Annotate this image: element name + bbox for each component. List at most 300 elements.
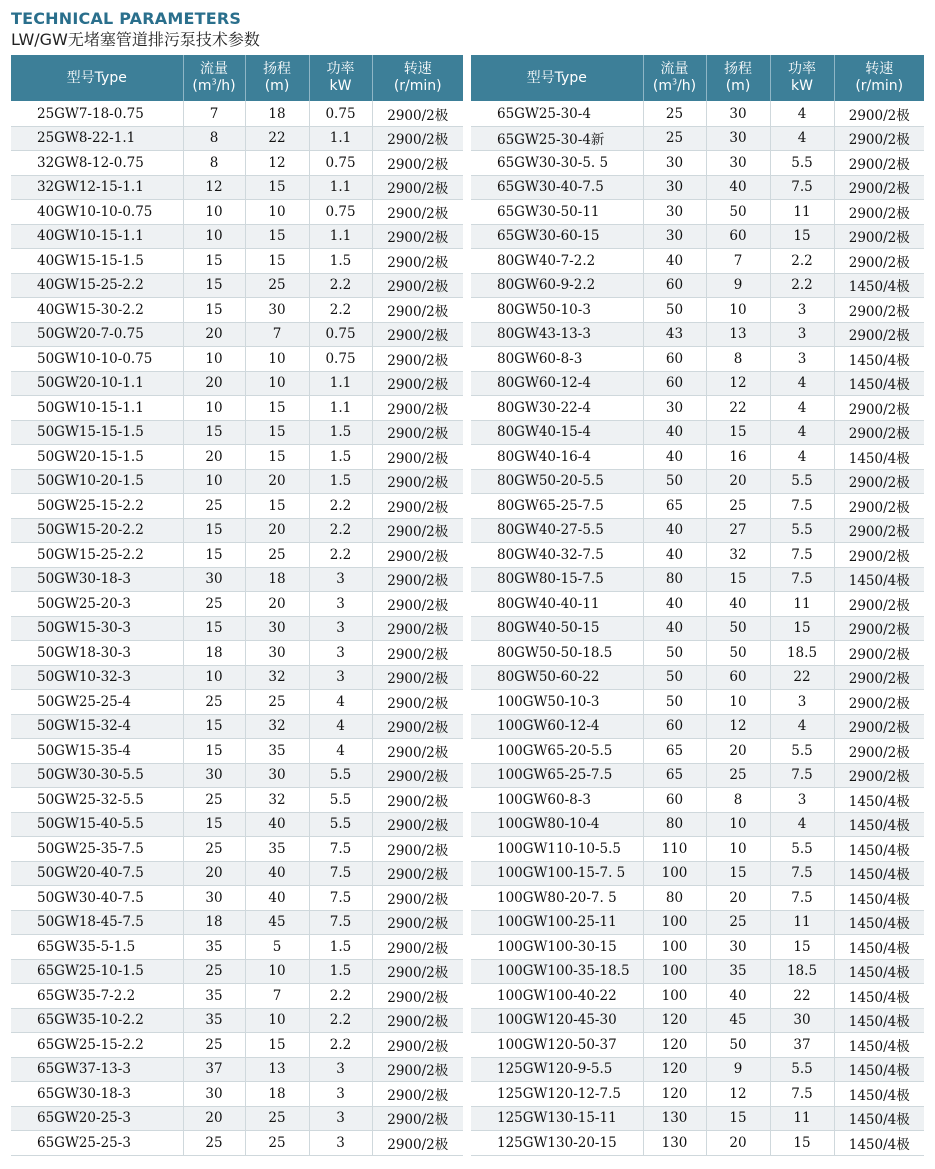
flow-cell: 10 [183,469,245,494]
speed-cell: 2900/2极 [372,518,463,543]
power-cell: 4 [770,812,834,837]
head-cell: 40 [245,861,309,886]
table-row [471,200,924,225]
head-cell: 18 [245,101,309,126]
power-cell: 5.5 [770,151,834,176]
model-cell: 50GW20-40-7.5 [11,861,183,886]
head-cell: 7 [245,322,309,347]
head-cell: 20 [706,469,770,494]
speed-cell: 2900/2极 [834,151,924,176]
power-cell: 4 [309,739,372,764]
flow-cell: 60 [643,273,706,298]
flow-cell: 30 [183,567,245,592]
flow-cell: 120 [643,1008,706,1033]
model-cell: 125GW120-9-5.5 [471,1057,643,1082]
flow-cell: 10 [183,224,245,249]
power-cell: 7.5 [309,910,372,935]
power-cell: 3 [309,1082,372,1107]
flow-cell: 10 [183,200,245,225]
model-cell: 65GW37-13-3 [11,1057,183,1082]
speed-cell: 1450/4极 [834,861,924,886]
table-row [11,788,463,813]
model-cell: 80GW40-27-5.5 [471,518,643,543]
speed-cell: 2900/2极 [372,101,463,126]
power-cell: 3 [309,641,372,666]
model-cell: 100GW80-20-7. 5 [471,886,643,911]
speed-cell: 1450/4极 [834,1082,924,1107]
power-cell: 5.5 [770,837,834,862]
flow-cell: 80 [643,567,706,592]
table-header-row [471,55,924,101]
flow-cell: 25 [183,788,245,813]
model-cell: 32GW12-15-1.1 [11,175,183,200]
flow-cell: 35 [183,984,245,1009]
table-row [11,861,463,886]
power-cell: 3 [309,567,372,592]
header-model-label: 型号Type [526,69,587,86]
model-cell: 65GW25-15-2.2 [11,1033,183,1058]
model-cell: 80GW40-15-4 [471,420,643,445]
model-cell: 50GW15-20-2.2 [11,518,183,543]
table-row [471,175,924,200]
power-cell: 1.5 [309,469,372,494]
power-cell: 2.2 [309,298,372,323]
head-cell: 50 [706,200,770,225]
table-row [11,1131,463,1156]
header-flow: 流量 $(m^3/h)$ [183,55,245,101]
speed-cell: 2900/2极 [834,101,924,126]
head-cell: 10 [245,371,309,396]
table-row [11,910,463,935]
speed-cell: 2900/2极 [834,690,924,715]
flow-cell: 65 [643,739,706,764]
power-cell: 3 [309,1057,372,1082]
flow-cell: 50 [643,298,706,323]
power-cell: 30 [770,1008,834,1033]
head-cell: 12 [706,1082,770,1107]
power-cell: 4 [309,714,372,739]
power-cell: 2.2 [770,273,834,298]
model-cell: 50GW15-15-1.5 [11,420,183,445]
head-cell: 20 [706,886,770,911]
model-cell: 50GW15-25-2.2 [11,543,183,568]
flow-cell: 25 [643,126,706,151]
speed-cell: 2900/2极 [372,1057,463,1082]
head-cell: 25 [245,690,309,715]
head-cell: 32 [706,543,770,568]
speed-cell: 2900/2极 [372,837,463,862]
speed-cell: 2900/2极 [834,641,924,666]
head-cell: 13 [245,1057,309,1082]
speed-cell: 1450/4极 [834,886,924,911]
flow-cell: 37 [183,1057,245,1082]
flow-cell: 25 [183,1131,245,1156]
speed-cell: 2900/2极 [372,543,463,568]
model-cell: 50GW10-15-1.1 [11,396,183,421]
table-row [471,1106,924,1131]
flow-cell: 43 [643,322,706,347]
table-row [11,665,463,690]
flow-cell: 50 [643,665,706,690]
speed-cell: 2900/2极 [834,249,924,274]
model-cell: 80GW50-10-3 [471,298,643,323]
model-cell: 100GW100-25-11 [471,910,643,935]
table-row [471,567,924,592]
head-cell: 60 [706,224,770,249]
power-cell: 4 [770,101,834,126]
speed-cell: 1450/4极 [834,1131,924,1156]
speed-cell: 1450/4极 [834,1106,924,1131]
power-cell: 4 [770,714,834,739]
flow-cell: 20 [183,322,245,347]
head-cell: 32 [245,788,309,813]
table-row [11,249,463,274]
table-row [471,224,924,249]
power-cell: 2.2 [309,494,372,519]
speed-cell: 2900/2极 [372,1033,463,1058]
speed-cell: 2900/2极 [372,151,463,176]
model-cell: 100GW120-50-37 [471,1033,643,1058]
flow-cell: 10 [183,396,245,421]
flow-cell: 18 [183,641,245,666]
power-cell: 7.5 [309,861,372,886]
table-row [11,1033,463,1058]
speed-cell: 1450/4极 [834,935,924,960]
table-row [11,886,463,911]
table-row [471,543,924,568]
head-cell: 50 [706,641,770,666]
power-cell: 7.5 [770,1082,834,1107]
model-cell: 100GW65-20-5.5 [471,739,643,764]
power-cell: 7.5 [770,763,834,788]
head-cell: 40 [706,175,770,200]
flow-cell: 40 [643,249,706,274]
head-cell: 15 [245,396,309,421]
table-row [11,469,463,494]
flow-cell: 10 [183,347,245,372]
table-body-right [471,101,924,1155]
power-cell: 1.5 [309,959,372,984]
model-cell: 80GW60-12-4 [471,371,643,396]
model-cell: 125GW130-20-15 [471,1131,643,1156]
speed-cell: 1450/4极 [834,1008,924,1033]
model-cell: 65GW30-50-11 [471,200,643,225]
speed-cell: 2900/2极 [372,445,463,470]
speed-cell: 2900/2极 [372,200,463,225]
power-cell: 1.1 [309,224,372,249]
model-cell: 40GW15-15-1.5 [11,249,183,274]
head-cell: 15 [706,567,770,592]
table-row [11,298,463,323]
speed-cell: 1450/4极 [834,567,924,592]
speed-cell: 2900/2极 [834,298,924,323]
model-cell: 80GW40-7-2.2 [471,249,643,274]
model-cell: 80GW80-15-7.5 [471,567,643,592]
speed-cell: 2900/2极 [834,126,924,151]
power-cell: 2.2 [770,249,834,274]
head-cell: 10 [245,1008,309,1033]
model-cell: 100GW100-30-15 [471,935,643,960]
table-row [11,1082,463,1107]
head-cell: 25 [706,494,770,519]
flow-cell: 30 [643,396,706,421]
head-cell: 30 [706,101,770,126]
table-row [471,812,924,837]
table-row [471,739,924,764]
table-row [471,1082,924,1107]
header-model-label: 型号Type [66,69,127,86]
head-cell: 9 [706,1057,770,1082]
flow-cell: 120 [643,1057,706,1082]
flow-cell: 110 [643,837,706,862]
head-cell: 50 [706,1033,770,1058]
table-row [471,861,924,886]
flow-cell: 40 [643,518,706,543]
model-cell: 40GW10-15-1.1 [11,224,183,249]
table-row [471,420,924,445]
head-cell: 16 [706,445,770,470]
power-cell: 0.75 [309,200,372,225]
model-cell: 100GW100-40-22 [471,984,643,1009]
speed-cell: 2900/2极 [372,224,463,249]
flow-cell: 20 [183,861,245,886]
table-row [11,837,463,862]
table-row [471,714,924,739]
table-row [471,494,924,519]
head-cell: 27 [706,518,770,543]
flow-cell: 15 [183,249,245,274]
table-row [471,1131,924,1156]
table-row [11,126,463,151]
model-cell: 50GW15-40-5.5 [11,812,183,837]
speed-cell: 2900/2极 [372,788,463,813]
flow-cell: 15 [183,812,245,837]
head-cell: 30 [706,935,770,960]
table-row [471,126,924,151]
model-cell: 50GW30-40-7.5 [11,886,183,911]
power-cell: 3 [309,616,372,641]
flow-cell: 35 [183,935,245,960]
flow-cell: 25 [183,837,245,862]
model-cell: 80GW40-32-7.5 [471,543,643,568]
head-cell: 15 [245,175,309,200]
flow-cell: 35 [183,1008,245,1033]
table-row [471,322,924,347]
power-cell: 15 [770,224,834,249]
flow-cell: 40 [643,543,706,568]
power-cell: 15 [770,616,834,641]
power-cell: 18.5 [770,959,834,984]
head-cell: 25 [245,543,309,568]
speed-cell: 2900/2极 [372,1106,463,1131]
head-cell: 20 [245,469,309,494]
flow-cell: 30 [183,886,245,911]
table-row [471,347,924,372]
table-row [11,763,463,788]
flow-cell: 60 [643,371,706,396]
head-cell: 35 [245,837,309,862]
power-cell: 4 [770,445,834,470]
power-cell: 2.2 [309,518,372,543]
head-cell: 8 [706,788,770,813]
table-row [11,592,463,617]
table-row [11,935,463,960]
model-cell: 50GW20-15-1.5 [11,445,183,470]
head-cell: 25 [245,273,309,298]
head-cell: 10 [245,347,309,372]
power-cell: 0.75 [309,151,372,176]
flow-cell: 8 [183,151,245,176]
table-row [471,151,924,176]
model-cell: 80GW50-60-22 [471,665,643,690]
table-row [11,543,463,568]
speed-cell: 2900/2极 [372,910,463,935]
head-cell: 15 [245,1033,309,1058]
head-cell: 10 [706,690,770,715]
head-cell: 35 [706,959,770,984]
flow-cell: 30 [183,763,245,788]
head-cell: 30 [245,763,309,788]
flow-cell: 25 [643,101,706,126]
power-cell: 3 [309,592,372,617]
power-cell: 4 [770,126,834,151]
flow-cell: 100 [643,984,706,1009]
speed-cell: 1450/4极 [834,1033,924,1058]
flow-cell: 30 [643,200,706,225]
model-cell: 40GW15-25-2.2 [11,273,183,298]
table-row [471,396,924,421]
head-cell: 12 [706,714,770,739]
table-row [471,763,924,788]
speed-cell: 2900/2极 [372,1082,463,1107]
header-model [471,55,643,101]
speed-cell: 2900/2极 [372,690,463,715]
power-cell: 7.5 [770,494,834,519]
power-cell: 5.5 [770,469,834,494]
flow-cell: 20 [183,1106,245,1131]
table-row [471,641,924,666]
model-cell: 80GW40-50-15 [471,616,643,641]
table-row [11,984,463,1009]
flow-cell: 15 [183,616,245,641]
head-cell: 20 [245,518,309,543]
power-cell: 3 [770,788,834,813]
speed-cell: 2900/2极 [372,396,463,421]
power-cell: 4 [770,420,834,445]
header-model [11,55,183,101]
power-cell: 3 [770,298,834,323]
power-cell: 11 [770,200,834,225]
head-cell: 15 [245,420,309,445]
flow-cell: 40 [643,616,706,641]
head-cell: 5 [245,935,309,960]
table-row [11,1106,463,1131]
header-head: 扬程 (m) [245,55,309,101]
flow-cell: 120 [643,1082,706,1107]
flow-cell: 20 [183,371,245,396]
speed-cell: 2900/2极 [372,273,463,298]
model-cell: 65GW25-30-4新 [471,126,643,151]
speed-cell: 2900/2极 [372,371,463,396]
power-cell: 7.5 [309,886,372,911]
power-cell: 5.5 [770,518,834,543]
table-row [11,1057,463,1082]
flow-cell: 10 [183,665,245,690]
head-cell: 12 [245,151,309,176]
power-cell: 1.1 [309,371,372,396]
flow-cell: 100 [643,935,706,960]
power-cell: 7.5 [770,543,834,568]
flow-cell: 25 [183,592,245,617]
speed-cell: 2900/2极 [372,298,463,323]
flow-cell: 60 [643,714,706,739]
model-cell: 100GW60-8-3 [471,788,643,813]
power-cell: 7.5 [770,861,834,886]
model-cell: 65GW20-25-3 [11,1106,183,1131]
head-cell: 30 [245,641,309,666]
model-cell: 50GW15-32-4 [11,714,183,739]
speed-cell: 2900/2极 [372,714,463,739]
model-cell: 80GW65-25-7.5 [471,494,643,519]
power-cell: 18.5 [770,641,834,666]
power-cell: 4 [770,396,834,421]
model-cell: 50GW30-30-5.5 [11,763,183,788]
head-cell: 10 [706,298,770,323]
model-cell: 125GW130-15-11 [471,1106,643,1131]
head-cell: 25 [706,910,770,935]
model-cell: 50GW25-15-2.2 [11,494,183,519]
model-cell: 25GW8-22-1.1 [11,126,183,151]
model-cell: 50GW10-20-1.5 [11,469,183,494]
speed-cell: 2900/2极 [834,224,924,249]
table-row [11,1008,463,1033]
table-row [471,690,924,715]
table-row [471,469,924,494]
model-cell: 32GW8-12-0.75 [11,151,183,176]
model-cell: 50GW18-30-3 [11,641,183,666]
model-cell: 80GW50-50-18.5 [471,641,643,666]
speed-cell: 1450/4极 [834,788,924,813]
flow-cell: 50 [643,469,706,494]
table-row [11,567,463,592]
head-cell: 18 [245,567,309,592]
power-cell: 0.75 [309,101,372,126]
head-cell: 60 [706,665,770,690]
speed-cell: 2900/2极 [372,249,463,274]
model-cell: 50GW25-32-5.5 [11,788,183,813]
flow-cell: 130 [643,1106,706,1131]
speed-cell: 2900/2极 [834,175,924,200]
speed-cell: 2900/2极 [834,420,924,445]
head-cell: 40 [245,886,309,911]
speed-cell: 2900/2极 [834,543,924,568]
header-power: 功率 kW [309,55,372,101]
model-cell: 65GW30-40-7.5 [471,175,643,200]
speed-cell: 2900/2极 [372,616,463,641]
power-cell: 0.75 [309,347,372,372]
speed-cell: 2900/2极 [834,469,924,494]
model-cell: 100GW65-25-7.5 [471,763,643,788]
table-row [11,616,463,641]
power-cell: 3 [770,347,834,372]
model-cell: 50GW20-10-1.1 [11,371,183,396]
head-cell: 25 [245,1131,309,1156]
head-cell: 45 [706,1008,770,1033]
flow-cell: 15 [183,518,245,543]
model-cell: 80GW30-22-4 [471,396,643,421]
speed-cell: 1450/4极 [834,984,924,1009]
table-row [471,298,924,323]
